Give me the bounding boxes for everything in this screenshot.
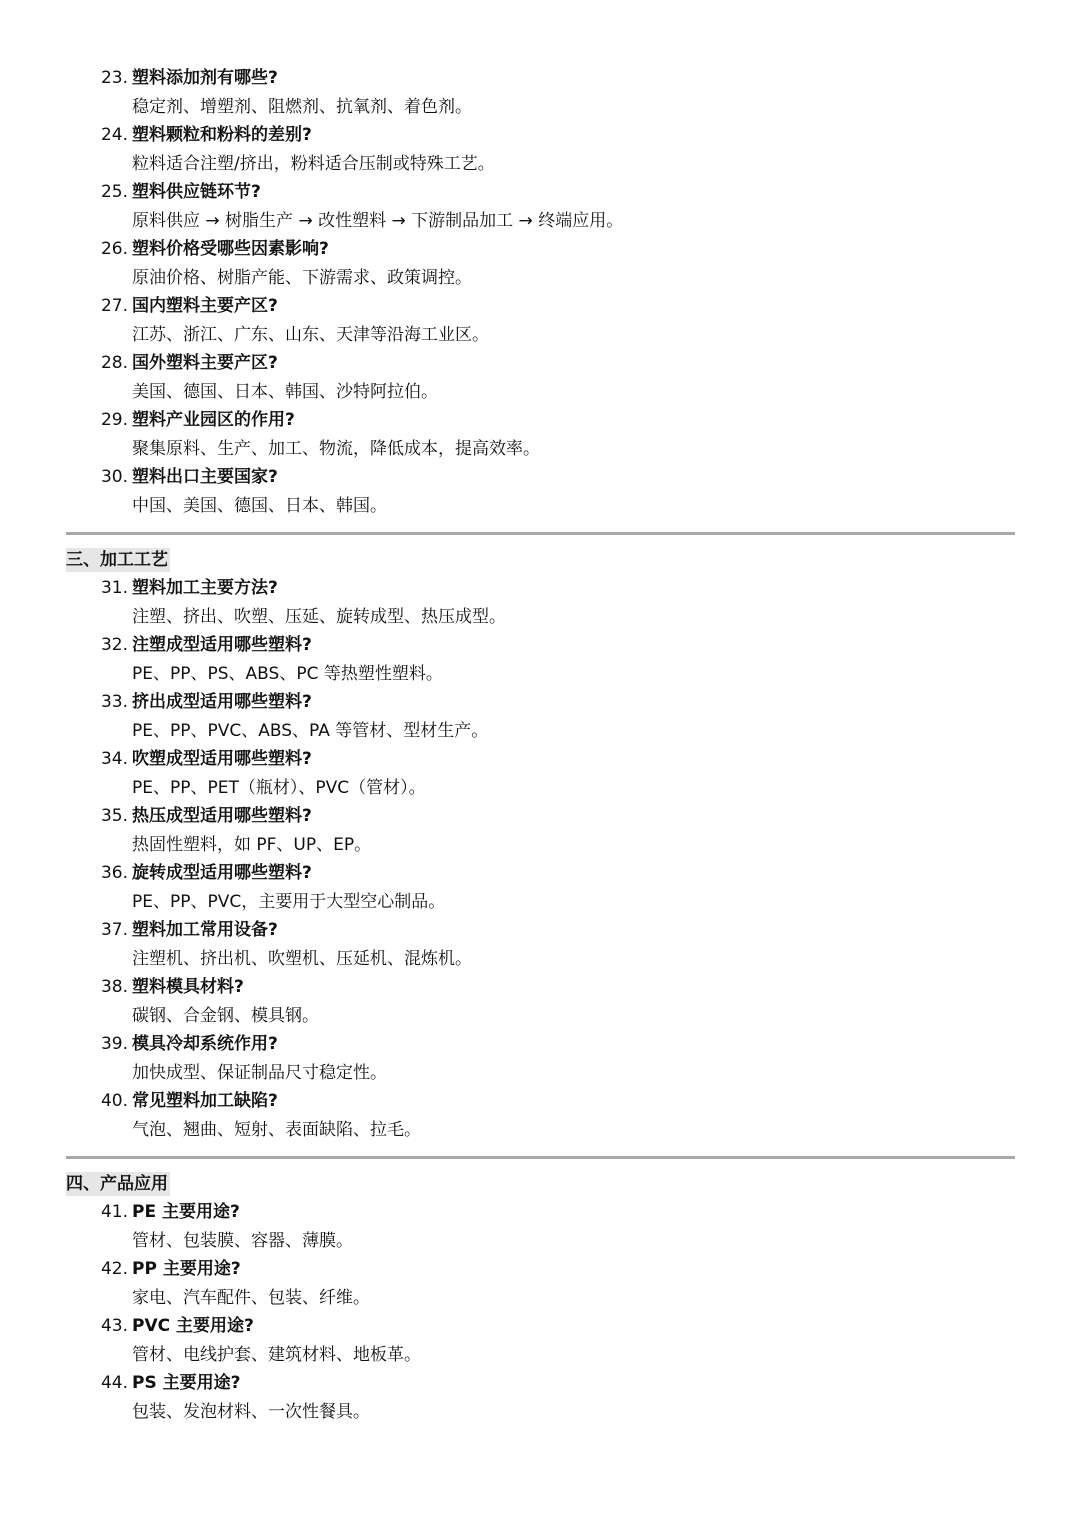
question-text: 国外塑料主要产区? bbox=[132, 353, 278, 373]
answer-text: 包装、发泡材料、一次性餐具。 bbox=[132, 1401, 370, 1422]
question-text: 塑料颗粒和粉料的差别? bbox=[132, 125, 312, 145]
section-divider bbox=[66, 1156, 1015, 1159]
question-number: 23. bbox=[100, 68, 128, 88]
qa-item bbox=[66, 916, 1015, 973]
question-text: 塑料产业园区的作用? bbox=[132, 410, 295, 430]
question-number: 34. bbox=[100, 749, 128, 769]
question-text: 塑料添加剂有哪些? bbox=[132, 68, 278, 88]
question-number: 25. bbox=[100, 182, 128, 202]
question-text: PS 主要用途? bbox=[132, 1373, 241, 1393]
question-text: 注塑成型适用哪些塑料? bbox=[132, 635, 312, 655]
question-number: 32. bbox=[100, 635, 128, 655]
section-divider bbox=[66, 532, 1015, 535]
qa-item bbox=[66, 631, 1015, 688]
question-text: 塑料加工常用设备? bbox=[132, 920, 278, 940]
question-number: 35. bbox=[100, 806, 128, 826]
question-text: 塑料加工主要方法? bbox=[132, 578, 278, 598]
qa-item bbox=[66, 1030, 1015, 1087]
question-text: PE 主要用途? bbox=[132, 1202, 240, 1222]
qa-item bbox=[66, 64, 1015, 121]
qa-item bbox=[66, 745, 1015, 802]
qa-item bbox=[66, 235, 1015, 292]
answer-text: 原油价格、树脂产能、下游需求、政策调控。 bbox=[132, 267, 472, 288]
answer-text: 碳钢、合金钢、模具钢。 bbox=[132, 1005, 319, 1026]
qa-item bbox=[66, 1369, 1015, 1426]
qa-item bbox=[66, 463, 1015, 520]
answer-text: 管材、电线护套、建筑材料、地板革。 bbox=[132, 1344, 421, 1365]
answer-text: 家电、汽车配件、包装、纤维。 bbox=[132, 1287, 370, 1308]
answer-text: PE、PP、PET（瓶材）、PVC（管材）。 bbox=[132, 777, 426, 798]
question-text: 塑料供应链环节? bbox=[132, 182, 261, 202]
answer-text: 管材、包装膜、容器、薄膜。 bbox=[132, 1230, 353, 1251]
qa-list-section-2 bbox=[66, 64, 1015, 520]
question-number: 40. bbox=[100, 1091, 128, 1111]
question-number: 29. bbox=[100, 410, 128, 430]
answer-text: 稳定剂、增塑剂、阻燃剂、抗氧剂、着色剂。 bbox=[132, 96, 472, 117]
question-text: 塑料模具材料? bbox=[132, 977, 244, 997]
answer-text: 聚集原料、生产、加工、物流，降低成本，提高效率。 bbox=[132, 438, 540, 459]
qa-item bbox=[66, 406, 1015, 463]
qa-item bbox=[66, 121, 1015, 178]
question-text: 国内塑料主要产区? bbox=[132, 296, 278, 316]
answer-text: 气泡、翘曲、短射、表面缺陷、拉毛。 bbox=[132, 1119, 421, 1140]
qa-item bbox=[66, 574, 1015, 631]
answer-text: PE、PP、PVC，主要用于大型空心制品。 bbox=[132, 891, 446, 912]
question-number: 41. bbox=[100, 1202, 128, 1222]
qa-item bbox=[66, 1087, 1015, 1144]
question-number: 33. bbox=[100, 692, 128, 712]
question-number: 43. bbox=[100, 1316, 128, 1336]
question-text: 常见塑料加工缺陷? bbox=[132, 1091, 278, 1111]
qa-item bbox=[66, 178, 1015, 235]
question-number: 39. bbox=[100, 1034, 128, 1054]
question-number: 30. bbox=[100, 467, 128, 487]
answer-text: 美国、德国、日本、韩国、沙特阿拉伯。 bbox=[132, 381, 438, 402]
question-number: 38. bbox=[100, 977, 128, 997]
answer-text: 中国、美国、德国、日本、韩国。 bbox=[132, 495, 387, 516]
answer-text: 注塑机、挤出机、吹塑机、压延机、混炼机。 bbox=[132, 948, 472, 969]
answer-text: 注塑、挤出、吹塑、压延、旋转成型、热压成型。 bbox=[132, 606, 506, 627]
section-heading: 四、产品应用 bbox=[66, 1174, 168, 1194]
qa-item bbox=[66, 973, 1015, 1030]
qa-item bbox=[66, 292, 1015, 349]
question-number: 36. bbox=[100, 863, 128, 883]
qa-list-section-4 bbox=[66, 1198, 1015, 1426]
document-content bbox=[66, 64, 1015, 1426]
question-text: 模具冷却系统作用? bbox=[132, 1034, 278, 1054]
answer-text: 粒料适合注塑/挤出，粉料适合压制或特殊工艺。 bbox=[132, 153, 495, 174]
answer-text: 原料供应 → 树脂生产 → 改性塑料 → 下游制品加工 → 终端应用。 bbox=[132, 210, 624, 231]
question-text: 塑料出口主要国家? bbox=[132, 467, 278, 487]
qa-item bbox=[66, 1255, 1015, 1312]
question-text: 热压成型适用哪些塑料? bbox=[132, 806, 312, 826]
qa-item bbox=[66, 1312, 1015, 1369]
qa-item bbox=[66, 349, 1015, 406]
qa-item bbox=[66, 859, 1015, 916]
question-text: 旋转成型适用哪些塑料? bbox=[132, 863, 312, 883]
qa-item bbox=[66, 802, 1015, 859]
answer-text: 江苏、浙江、广东、山东、天津等沿海工业区。 bbox=[132, 324, 489, 345]
question-text: 挤出成型适用哪些塑料? bbox=[132, 692, 312, 712]
question-number: 27. bbox=[100, 296, 128, 316]
section-heading: 三、加工工艺 bbox=[66, 550, 168, 570]
question-number: 31. bbox=[100, 578, 128, 598]
question-number: 42. bbox=[100, 1259, 128, 1279]
answer-text: 热固性塑料，如 PF、UP、EP。 bbox=[132, 834, 372, 855]
question-text: 吹塑成型适用哪些塑料? bbox=[132, 749, 312, 769]
question-number: 37. bbox=[100, 920, 128, 940]
question-number: 44. bbox=[100, 1373, 128, 1393]
question-text: PP 主要用途? bbox=[132, 1259, 241, 1279]
question-number: 26. bbox=[100, 239, 128, 259]
answer-text: PE、PP、PVC、ABS、PA 等管材、型材生产。 bbox=[132, 720, 489, 741]
question-text: PVC 主要用途? bbox=[132, 1316, 254, 1336]
answer-text: PE、PP、PS、ABS、PC 等热塑性塑料。 bbox=[132, 663, 443, 684]
question-number: 24. bbox=[100, 125, 128, 145]
question-text: 塑料价格受哪些因素影响? bbox=[132, 239, 329, 259]
question-number: 28. bbox=[100, 353, 128, 373]
qa-list-section-3 bbox=[66, 574, 1015, 1144]
qa-item bbox=[66, 1198, 1015, 1255]
answer-text: 加快成型、保证制品尺寸稳定性。 bbox=[132, 1062, 387, 1083]
qa-item bbox=[66, 688, 1015, 745]
